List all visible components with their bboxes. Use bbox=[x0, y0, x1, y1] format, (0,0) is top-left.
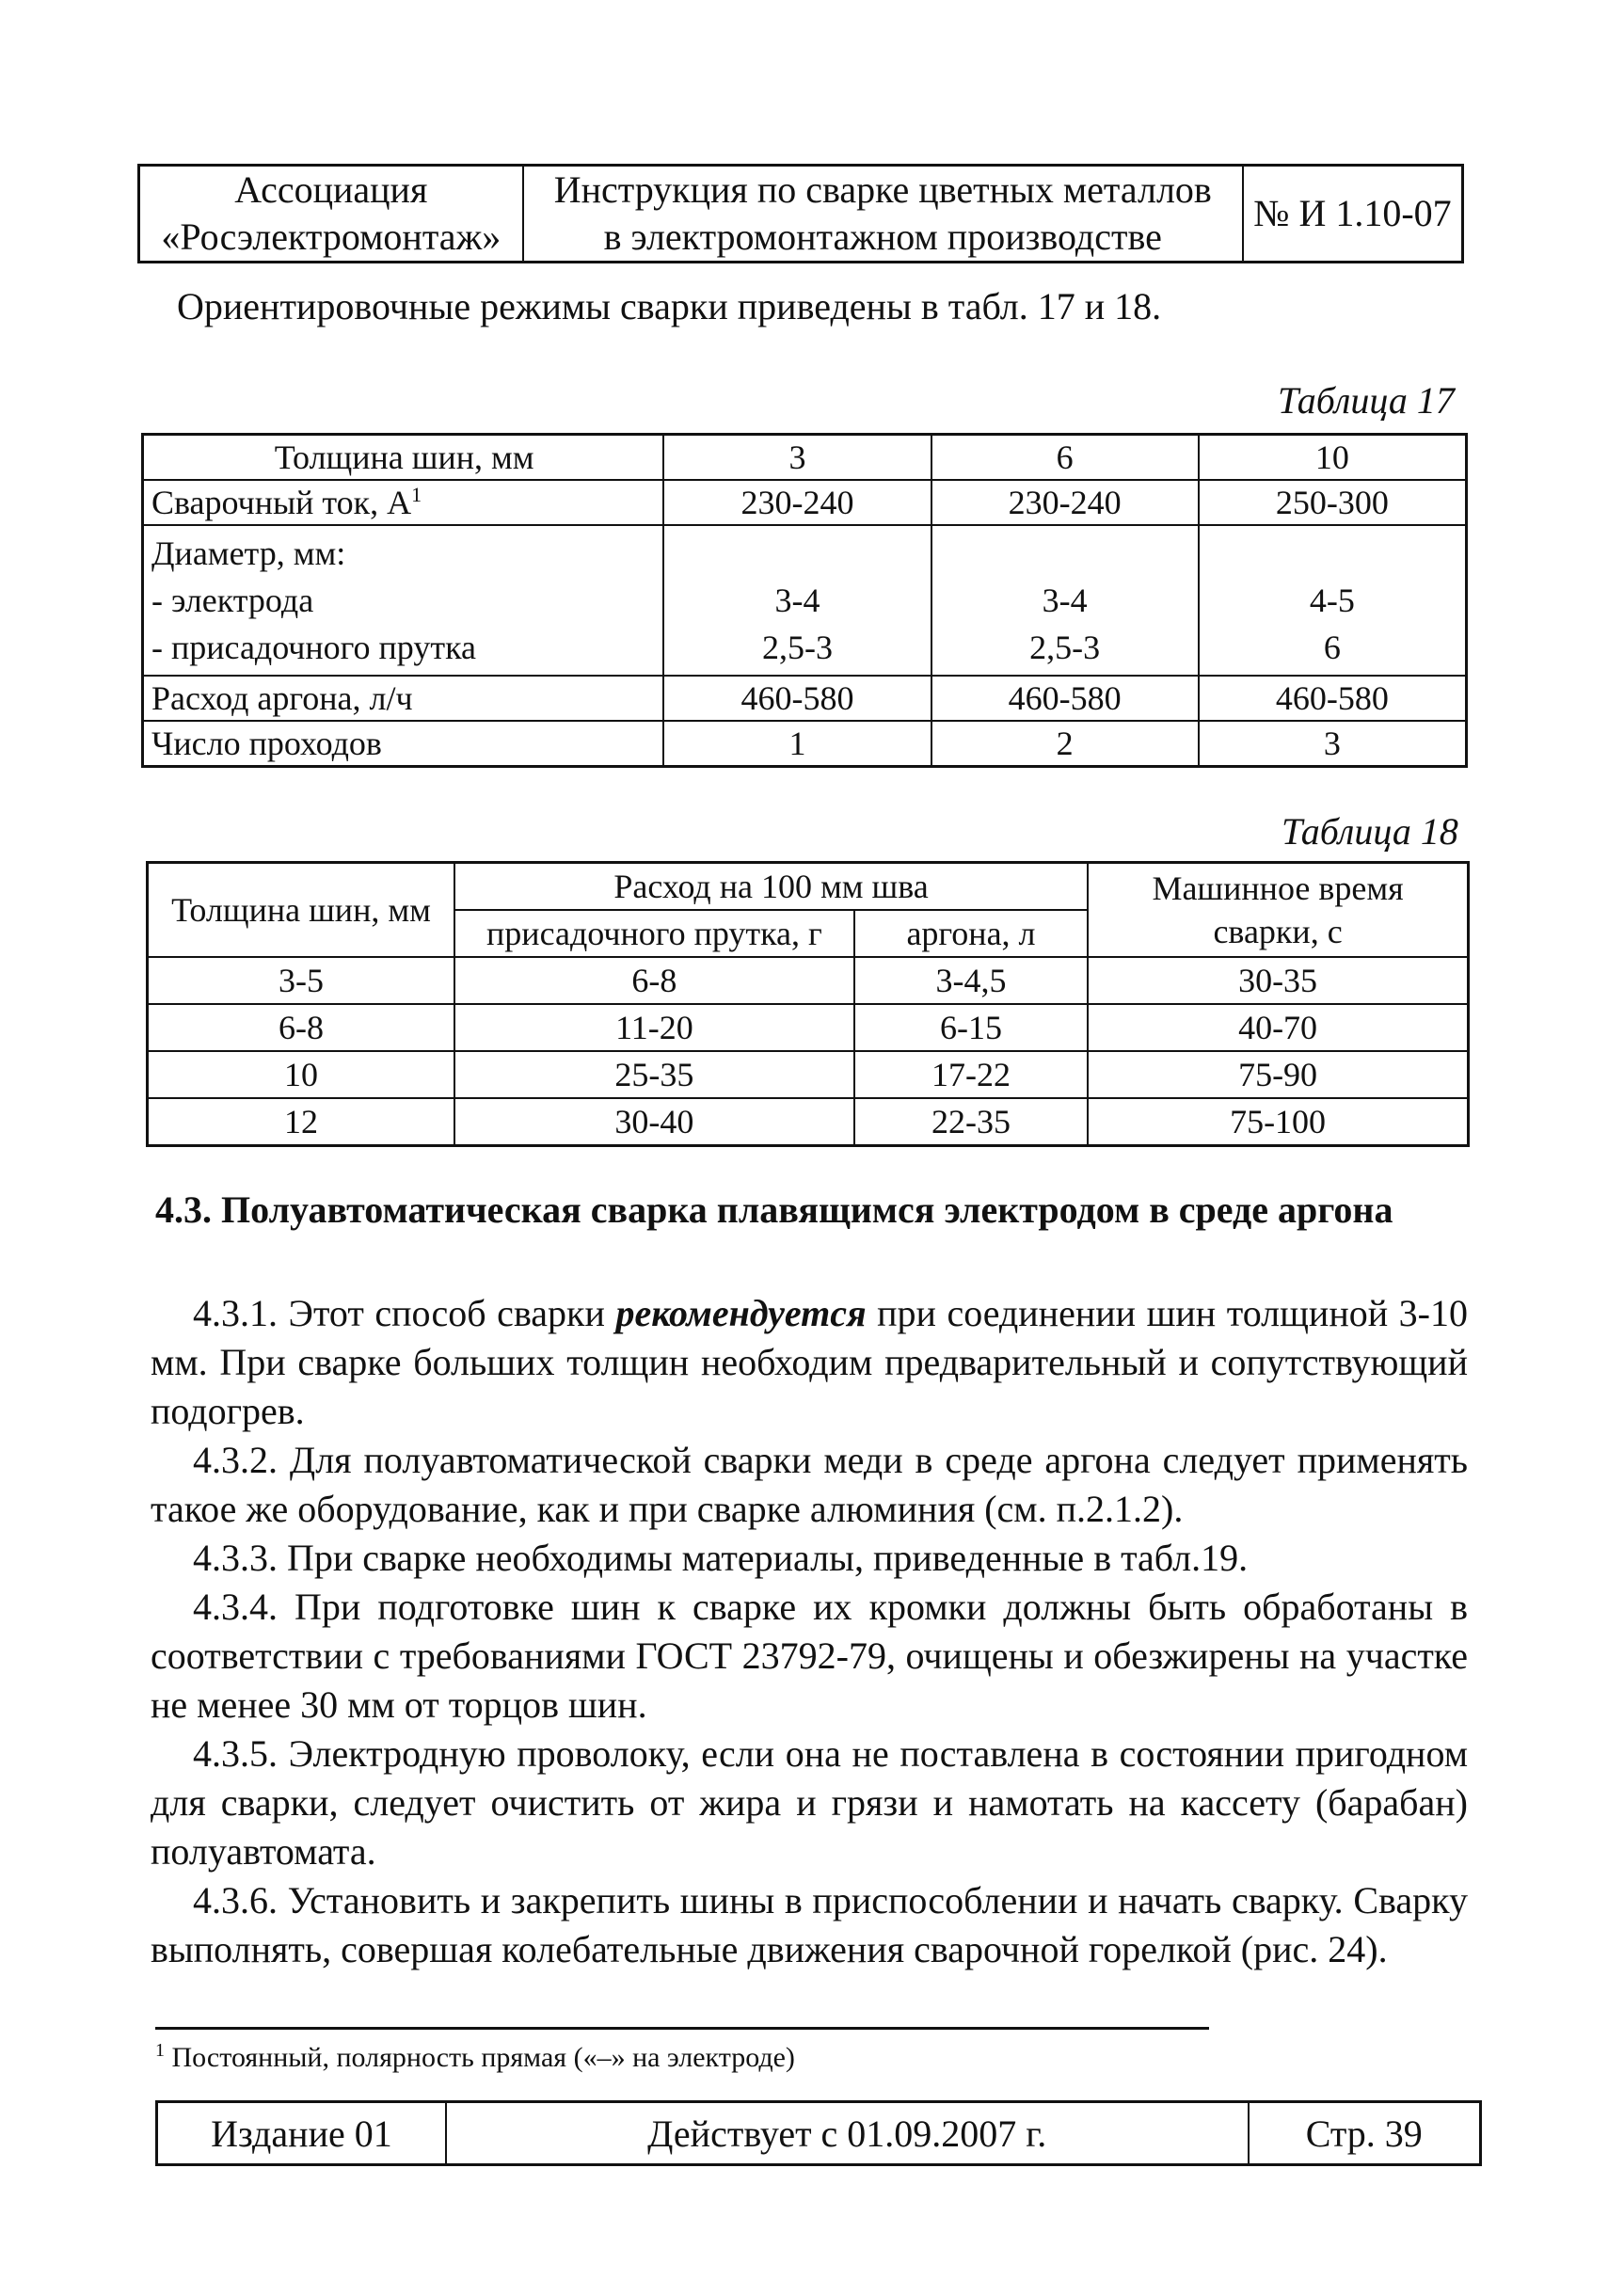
table-18-header-filler: присадочного прутка, г bbox=[454, 910, 854, 957]
document-title-line-1: Инструкция по сварке цветных металлов bbox=[553, 168, 1212, 211]
table-18-cell: 6-15 bbox=[854, 1004, 1088, 1051]
electrode-value: 4-5 bbox=[1309, 582, 1355, 619]
table-row bbox=[143, 676, 1467, 721]
paragraph-4-3-3: 4.3.3. При сварке необходимы материалы, приведенные в табл.19. bbox=[193, 1537, 1249, 1579]
document-footer bbox=[155, 2100, 1482, 2166]
table-18-cell: 6-8 bbox=[148, 1004, 454, 1051]
table-18-cell: 30-35 bbox=[1088, 957, 1468, 1004]
document-number: № И 1.10-07 bbox=[1243, 166, 1463, 263]
edition: Издание 01 bbox=[157, 2102, 446, 2165]
electrode-value: 3-4 bbox=[1042, 582, 1088, 619]
paragraph-4-3-4: 4.3.4. При подготовке шин к сварке их кромки должны быть обработаны в соответствии с требованиями ГОСТ 23792-79, очищены и обезжирены на участке не менее 30 мм от торцов шин. bbox=[151, 1586, 1468, 1726]
organization-cell bbox=[139, 166, 523, 263]
footnote-text: Постоянный, полярность прямая («–» на электроде) bbox=[165, 2042, 795, 2073]
body-text bbox=[151, 1289, 1468, 1974]
filler-value: 2,5-3 bbox=[761, 629, 833, 666]
table-18-header-time bbox=[1088, 863, 1468, 958]
table-17-cell: 230-240 bbox=[663, 480, 931, 525]
table-18-cell: 12 bbox=[148, 1098, 454, 1146]
table-17-caption: Таблица 17 bbox=[1278, 379, 1455, 422]
table-17-row-label bbox=[143, 525, 664, 676]
table-17-cell: 230-240 bbox=[931, 480, 1199, 525]
table-18-cell: 11-20 bbox=[454, 1004, 854, 1051]
footnote-mark: 1 bbox=[155, 2040, 165, 2061]
table-18-cell: 25-35 bbox=[454, 1051, 854, 1098]
table-18-cell: 22-35 bbox=[854, 1098, 1088, 1146]
footnote-ref: 1 bbox=[411, 483, 422, 506]
table-17-cell: 460-580 bbox=[663, 676, 931, 721]
table-17-cell: 250-300 bbox=[1199, 480, 1467, 525]
paragraph-text: 4.3.1. Этот способ сварки bbox=[193, 1292, 616, 1334]
table-17-cell: 6 bbox=[931, 435, 1199, 481]
document-title-line-2: в электромонтажном производстве bbox=[603, 215, 1162, 258]
table-17-cell: 2 bbox=[931, 721, 1199, 767]
table-17-row-label bbox=[143, 480, 664, 525]
electrode-label: - электрода bbox=[151, 582, 314, 619]
electrode-value: 3-4 bbox=[774, 582, 820, 619]
table-17-cell: 10 bbox=[1199, 435, 1467, 481]
table-row bbox=[143, 721, 1467, 767]
effective-date: Действует с 01.09.2007 г. bbox=[446, 2102, 1249, 2165]
intro-text: Ориентировочные режимы сварки приведены в табл. 17 и 18. bbox=[177, 285, 1162, 327]
diameter-label: Диаметр, мм: bbox=[151, 534, 346, 572]
table-18 bbox=[146, 861, 1470, 1147]
time-header-line-1: Машинное время bbox=[1152, 869, 1404, 907]
page-number: Стр. 39 bbox=[1249, 2102, 1481, 2165]
table-row bbox=[148, 1098, 1469, 1146]
table-row bbox=[148, 957, 1469, 1004]
table-17-cell: 460-580 bbox=[931, 676, 1199, 721]
table-17-row-label: Число проходов bbox=[143, 721, 664, 767]
table-17-cell: 3 bbox=[663, 435, 931, 481]
table-row bbox=[143, 525, 1467, 676]
current-label: Сварочный ток, А bbox=[151, 484, 412, 521]
document-title-cell bbox=[523, 166, 1243, 263]
table-18-cell: 3-5 bbox=[148, 957, 454, 1004]
table-17-header-thickness: Толщина шин, мм bbox=[143, 435, 664, 481]
table-17 bbox=[141, 433, 1468, 768]
table-18-cell: 30-40 bbox=[454, 1098, 854, 1146]
table-18-caption: Таблица 18 bbox=[1282, 810, 1458, 853]
table-row bbox=[143, 480, 1467, 525]
table-18-cell: 75-100 bbox=[1088, 1098, 1468, 1146]
table-18-cell: 3-4,5 bbox=[854, 957, 1088, 1004]
table-row bbox=[143, 435, 1467, 481]
table-18-cell: 6-8 bbox=[454, 957, 854, 1004]
organization-line-1: Ассоциация bbox=[234, 168, 428, 211]
table-17-cell bbox=[663, 525, 931, 676]
table-17-cell bbox=[1199, 525, 1467, 676]
table-18-header-thickness: Толщина шин, мм bbox=[148, 863, 454, 958]
paragraph-4-3-6: 4.3.6. Установить и закрепить шины в приспособлении и начать сварку. Сварку выполнять, совершая колебательные движения сварочной горелкой (рис. 24). bbox=[151, 1879, 1468, 1970]
time-header-line-2: сварки, с bbox=[1213, 913, 1343, 950]
document-header bbox=[137, 164, 1464, 263]
section-title: 4.3. Полуавтоматическая сварка плавящимся электродом в среде аргона bbox=[155, 1188, 1393, 1231]
table-row bbox=[148, 863, 1469, 911]
table-17-cell bbox=[931, 525, 1199, 676]
paragraph-4-3-1 bbox=[151, 1289, 1468, 1436]
filler-value: 6 bbox=[1323, 629, 1341, 666]
table-17-cell: 3 bbox=[1199, 721, 1467, 767]
table-row bbox=[148, 1004, 1469, 1051]
paragraph-4-3-2: 4.3.2. Для полуавтоматической сварки меди в среде аргона следует применять такое же оборудование, как и при сварке алюминия (см. п.2.1.2). bbox=[151, 1439, 1468, 1530]
filler-value: 2,5-3 bbox=[1029, 629, 1101, 666]
table-18-header-consumption: Расход на 100 мм шва bbox=[454, 863, 1088, 911]
emphasis-text: рекомендуется bbox=[615, 1292, 867, 1334]
table-18-cell: 75-90 bbox=[1088, 1051, 1468, 1098]
table-18-cell: 40-70 bbox=[1088, 1004, 1468, 1051]
table-row bbox=[148, 1051, 1469, 1098]
table-17-cell: 460-580 bbox=[1199, 676, 1467, 721]
table-18-cell: 17-22 bbox=[854, 1051, 1088, 1098]
table-18-cell: 10 bbox=[148, 1051, 454, 1098]
table-18-header-argon: аргона, л bbox=[854, 910, 1088, 957]
organization-line-2: «Росэлектромонтаж» bbox=[161, 215, 502, 258]
footnote bbox=[155, 2042, 795, 2074]
paragraph-4-3-5: 4.3.5. Электродную проволоку, если она не поставлена в состоянии пригодном для сварки, следует очистить от жира и грязи и намотать на кассету (барабан) полуавтомата. bbox=[151, 1732, 1468, 1873]
table-17-row-label: Расход аргона, л/ч bbox=[143, 676, 664, 721]
table-17-cell: 1 bbox=[663, 721, 931, 767]
filler-label: - присадочного прутка bbox=[151, 629, 476, 666]
footnote-divider bbox=[155, 2027, 1209, 2030]
paragraph-text: при соединении шин толщиной 3-10 мм. При сварке больших толщин необходим предварительный и сопутствующий подогрев. bbox=[151, 1292, 1469, 1432]
